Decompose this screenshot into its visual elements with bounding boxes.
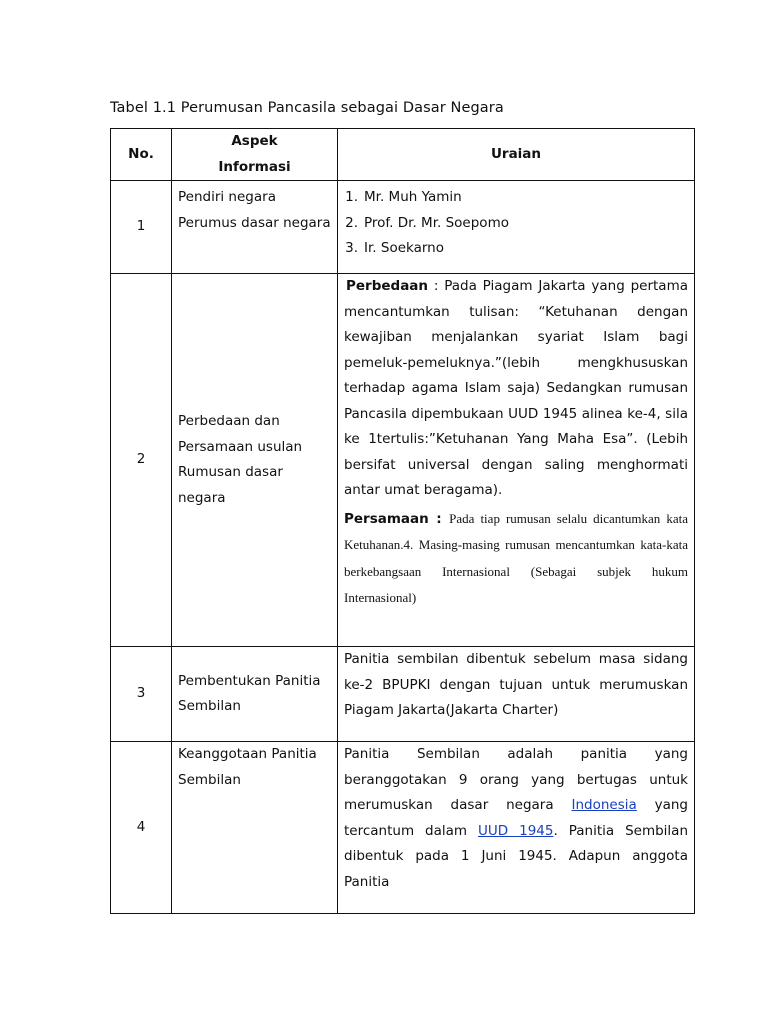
perbedaan-label: Perbedaan <box>346 278 429 294</box>
row-number: 3 <box>111 647 172 742</box>
perbedaan-text: Pada Piagam Jakarta yang pertama mencantumkan tulisan: “Ketuhanan dengan kewajiban menjalankan syariat Islam bagi pemeluk-pemeluknya.”(lebih mengkhususkan terhadap agama Islam saja) Sedangkan rumusan Pancasila dipembukaan UUD 1945 alinea ke-4, sila ke 1tertulis:”Ketuhanan Yang Maha Esa”. (Lebih bersifat universal dengan saling menghormati antar umat beragama). <box>344 278 689 498</box>
table-row <box>111 181 695 274</box>
row-aspek: Pembentukan Panitia Sembilan <box>172 647 338 742</box>
header-row <box>111 129 695 181</box>
row-number: 4 <box>111 742 172 914</box>
pancasila-table <box>110 128 695 914</box>
indonesia-link[interactable]: Indonesia <box>571 797 637 813</box>
table-row <box>111 274 695 647</box>
row-aspek: Keanggotaan Panitia Sembilan <box>172 742 338 914</box>
row-uraian <box>338 274 695 647</box>
header-no: No. <box>111 129 172 181</box>
perbedaan-paragraph: Perbedaan : Pada Piagam Jakarta yang pertama mencantumkan tulisan: “Ketuhanan dengan kewajiban menjalankan syariat Islam bagi pemeluk-pemeluknya.”(lebih mengkhususkan terhadap agama Islam saja) Sedangkan rumusan Pancasila dipembukaan UUD 1945 alinea ke-4, sila ke 1tertulis:”Ketuhanan Yang Maha Esa”. (Lebih bersifat universal dengan saling menghormati antar umat beragama). <box>344 278 689 498</box>
row-number: 2 <box>111 274 172 647</box>
persamaan-paragraph: Persamaan : Pada tiap rumusan selalu dicantumkan kata Ketuhanan.4. Masing-masing rumusan mencantumkan kata-kata berkebangsaan Internasional (Sebagai subjek hukum Internasional) <box>344 510 688 605</box>
aspek-text: Pendiri negara Perumus dasar negara <box>178 189 331 231</box>
header-aspek: Aspek Informasi <box>172 129 338 181</box>
row-aspek: Perbedaan dan Persamaan usulan Rumusan dasar negara <box>172 274 338 647</box>
uud-1945-link[interactable]: UUD 1945 <box>478 822 554 839</box>
row-uraian: Panitia Sembilan adalah panitia yang beranggotakan 9 orang yang bertugas untuk merumuskan dasar negara Indonesia yang tercantum dalam UUD 1945. Panitia Sembilan dibentuk pada 1 Juni 1945. Adapun anggota Panitia <box>338 742 695 914</box>
row-number: 1 <box>111 181 172 274</box>
list-item: 1. Mr. Muh Yamin <box>345 189 462 205</box>
persamaan-text: Pada tiap rumusan selalu dicantumkan kata Ketuhanan.4. Masing-masing rumusan mencantumkan kata-kata berkebangsaan Internasional (Sebagai subjek hukum Internasional) <box>344 510 688 605</box>
table-row <box>111 647 695 742</box>
row-uraian <box>338 181 695 274</box>
table-caption: Tabel 1.1 Perumusan Pancasila sebagai Dasar Negara <box>110 100 504 116</box>
row-uraian: Panitia sembilan dibentuk sebelum masa sidang ke-2 BPUPKI dengan tujuan untuk merumuskan Piagam Jakarta(Jakarta Charter) <box>338 647 695 742</box>
list-item: 3. Ir. Soekarno <box>345 240 444 256</box>
header-uraian: Uraian <box>338 129 695 181</box>
founders-list <box>344 185 688 262</box>
list-item: 2. Prof. Dr. Mr. Soepomo <box>345 214 509 231</box>
table-row <box>111 742 695 914</box>
persamaan-label: Persamaan <box>344 510 429 527</box>
row-aspek <box>172 181 338 274</box>
